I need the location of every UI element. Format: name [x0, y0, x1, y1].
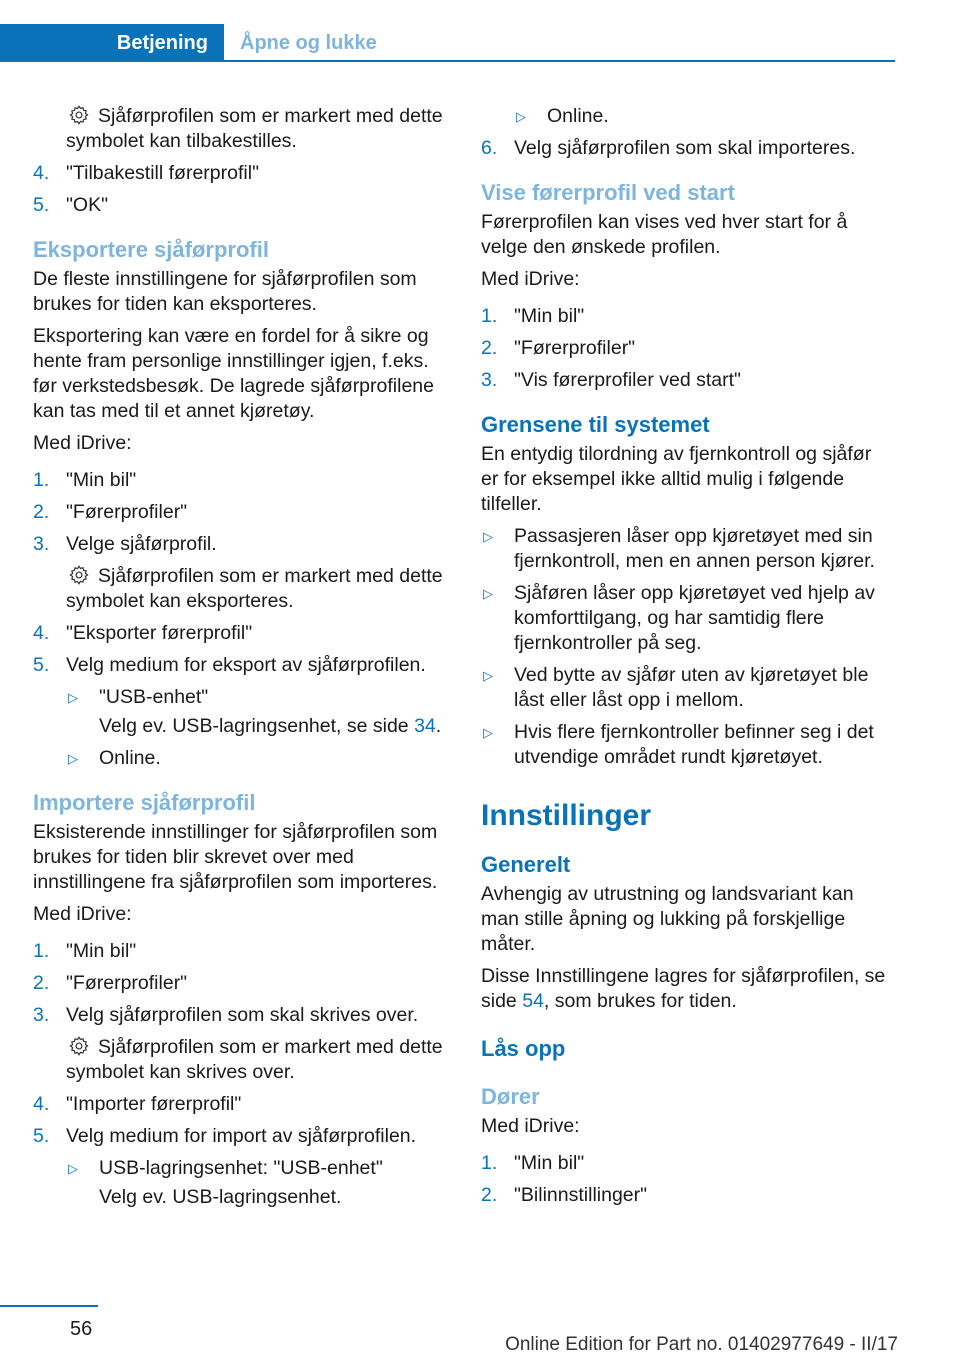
list-item [481, 1183, 893, 1208]
page-link-34[interactable]: 34 [414, 715, 436, 737]
step-text: "Eksporter førerprofil" [66, 622, 253, 644]
step-text: "Vis førerprofiler ved start" [514, 369, 741, 391]
online-text: Online. [547, 105, 609, 127]
settings-heading: Innstillinger [481, 799, 652, 832]
list-item [33, 532, 445, 557]
right-column [481, 104, 893, 1215]
step-text: "Førerprofiler" [66, 972, 188, 994]
step-number: 2. [33, 972, 50, 994]
step-number: 3. [33, 1004, 50, 1026]
page-number: 56 [70, 1318, 93, 1340]
reset-note-text: Sjåførprofilen som er markert med dette symbolet kan tilbakestilles. [66, 105, 443, 152]
step-number: 6. [481, 137, 498, 159]
doors-heading: Dører [481, 1084, 540, 1109]
triangle-bullet-icon: ▷ [483, 668, 493, 683]
import-heading: Importere sjåførprofil [33, 790, 256, 815]
step-number: 5. [33, 1125, 50, 1147]
bullet-item [481, 581, 893, 656]
list-item [481, 368, 893, 393]
show-profile-heading: Vise førerprofil ved start [481, 180, 735, 205]
list-item [481, 304, 893, 329]
step-number: 1. [33, 469, 50, 491]
step-text: "Førerprofiler" [514, 337, 636, 359]
step-number: 4. [33, 1093, 50, 1115]
export-paragraph-1: De fleste innstillingene for sjåførprofilen som brukes for tiden kan eksporteres. [33, 268, 417, 315]
sublist-item [66, 746, 445, 771]
step-number: 5. [33, 654, 50, 676]
step-number: 1. [481, 305, 498, 327]
general-p2-end: , som brukes for tiden. [543, 990, 737, 1012]
step-text: "Min bil" [66, 469, 137, 491]
step-text: "Importer førerprofil" [66, 1093, 242, 1115]
general-heading: Generelt [481, 852, 571, 877]
export-note-text: Sjåførprofilen som er markert med dette symbolet kan eksporteres. [66, 565, 443, 612]
triangle-bullet-icon: ▷ [68, 1161, 78, 1176]
step-text: "Førerprofiler" [66, 501, 188, 523]
bullet-item [481, 720, 893, 770]
triangle-bullet-icon: ▷ [68, 690, 78, 705]
step-number: 4. [33, 162, 50, 184]
step-number: 4. [33, 622, 50, 644]
import-paragraph-1: Eksisterende innstillinger for sjåførprofilen som brukes for tiden blir skrevet over med innstillingene fra sjåførprofilen som importeres. [33, 821, 438, 893]
edition-footer: Online Edition for Part no. 01402977649 - II/17 [505, 1334, 898, 1355]
gear-icon [68, 104, 90, 126]
step-text: Velg sjåførprofilen som skal importeres. [514, 137, 856, 159]
step-text: "Tilbakestill førerprofil" [66, 162, 259, 184]
online-sublist [514, 104, 893, 129]
export-usb-text: "USB-enhet" [99, 686, 209, 708]
triangle-bullet-icon: ▷ [516, 109, 526, 124]
show-idrive-label: Med iDrive: [481, 268, 580, 290]
export-sublist [66, 685, 445, 771]
step-number: 2. [33, 501, 50, 523]
sublist-item [514, 104, 893, 129]
step-text: "OK" [66, 194, 109, 216]
export-idrive-label: Med iDrive: [33, 432, 132, 454]
import-usb-desc: Velg ev. USB-lagringsenhet. [99, 1186, 342, 1208]
tab-apne-og-lukke[interactable]: Åpne og lukke [240, 31, 377, 54]
left-column [33, 104, 445, 1217]
step-number: 2. [481, 1184, 498, 1206]
doors-idrive-label: Med iDrive: [481, 1115, 580, 1137]
list-item [33, 468, 445, 493]
export-paragraph-2: Eksportering kan være en fordel for å sikre og hente fram personlige innstillinger igjen, f.eks. før verkstedsbesøk. De lagrede sjåførprofilene kan tas med til et annet kjøretøy. [33, 325, 434, 422]
gear-icon [68, 564, 90, 586]
bullet-text: Sjåføren låser opp kjøretøyet ved hjelp av komforttilgang, og har samtidig flere fjernkontroller på seg. [514, 582, 875, 654]
export-heading: Eksportere sjåførprofil [33, 237, 269, 262]
step-text: Velg medium for import av sjåførprofilen. [66, 1125, 417, 1147]
export-usb-desc [99, 714, 445, 739]
list-item [33, 1003, 445, 1028]
sublist-item [66, 1156, 445, 1181]
list-item [33, 653, 445, 678]
bullet-item [481, 663, 893, 713]
step-text: "Min bil" [514, 1152, 585, 1174]
step-text: "Min bil" [66, 940, 137, 962]
step-text: Velg sjåførprofilen som skal skrives over. [66, 1004, 419, 1026]
triangle-bullet-icon: ▷ [68, 751, 78, 766]
general-paragraph-2 [481, 964, 893, 1014]
general-paragraph-1: Avhengig av utrustning og landsvariant kan man stille åpning og lukking på forskjellige måter. [481, 883, 854, 955]
page-number-rule [0, 1305, 98, 1307]
step-number: 1. [481, 1152, 498, 1174]
list-item [33, 161, 445, 186]
export-usb-desc-text: Velg ev. USB-lagringsenhet, se side [99, 715, 415, 737]
page-link-54[interactable]: 54 [522, 990, 544, 1012]
triangle-bullet-icon: ▷ [483, 725, 493, 740]
bullet-text: Hvis flere fjernkontroller befinner seg i det utvendige området rundt kjøretøyet. [514, 721, 874, 768]
sublist-item [66, 685, 445, 710]
list-item [33, 939, 445, 964]
export-online-text: Online. [99, 747, 161, 769]
limits-paragraph-1: En entydig tilordning av fjernkontroll og sjåfør er for eksempel ikke alltid mulig i følgende tilfeller. [481, 443, 872, 515]
gear-icon [68, 1035, 90, 1057]
list-item [33, 971, 445, 996]
import-note [66, 1035, 445, 1085]
step-text: "Bilinnstillinger" [514, 1184, 648, 1206]
list-item [481, 336, 893, 361]
export-usb-desc-end: . [435, 715, 442, 737]
step-number: 3. [481, 369, 498, 391]
unlock-heading: Lås opp [481, 1036, 566, 1061]
list-item [33, 621, 445, 646]
tab-betjening[interactable]: Betjening [0, 24, 224, 62]
triangle-bullet-icon: ▷ [483, 529, 493, 544]
step-number: 5. [33, 194, 50, 216]
list-item [33, 1092, 445, 1117]
import-usb-text: USB-lagringsenhet: "USB-enhet" [99, 1157, 383, 1179]
export-note [66, 564, 445, 614]
list-item [33, 193, 445, 218]
limits-heading: Grensene til systemet [481, 412, 710, 437]
bullet-text: Passasjeren låser opp kjøretøyet med sin fjernkontroll, men en annen person kjører. [514, 525, 875, 572]
import-sublist [66, 1156, 445, 1210]
step-number: 2. [481, 337, 498, 359]
step-number: 3. [33, 533, 50, 555]
bullet-item [481, 524, 893, 574]
show-paragraph-1: Førerprofilen kan vises ved hver start for å velge den ønskede profilen. [481, 211, 848, 258]
import-idrive-label: Med iDrive: [33, 903, 132, 925]
list-item [481, 1151, 893, 1176]
step-text: Velge sjåførprofil. [66, 533, 217, 555]
step-number: 1. [33, 940, 50, 962]
import-note-text: Sjåførprofilen som er markert med dette symbolet kan skrives over. [66, 1036, 443, 1083]
step-text: "Min bil" [514, 305, 585, 327]
step-text: Velg medium for eksport av sjåførprofilen. [66, 654, 426, 676]
list-item [33, 500, 445, 525]
list-item [33, 1124, 445, 1149]
reset-note [66, 104, 445, 154]
bullet-text: Ved bytte av sjåfør uten av kjøretøyet ble låst eller låst opp i mellom. [514, 664, 869, 711]
general-p2-text: Disse Innstillingene lagres for sjåførprofilen, se side [481, 965, 886, 1012]
triangle-bullet-icon: ▷ [483, 586, 493, 601]
list-item [481, 136, 893, 161]
